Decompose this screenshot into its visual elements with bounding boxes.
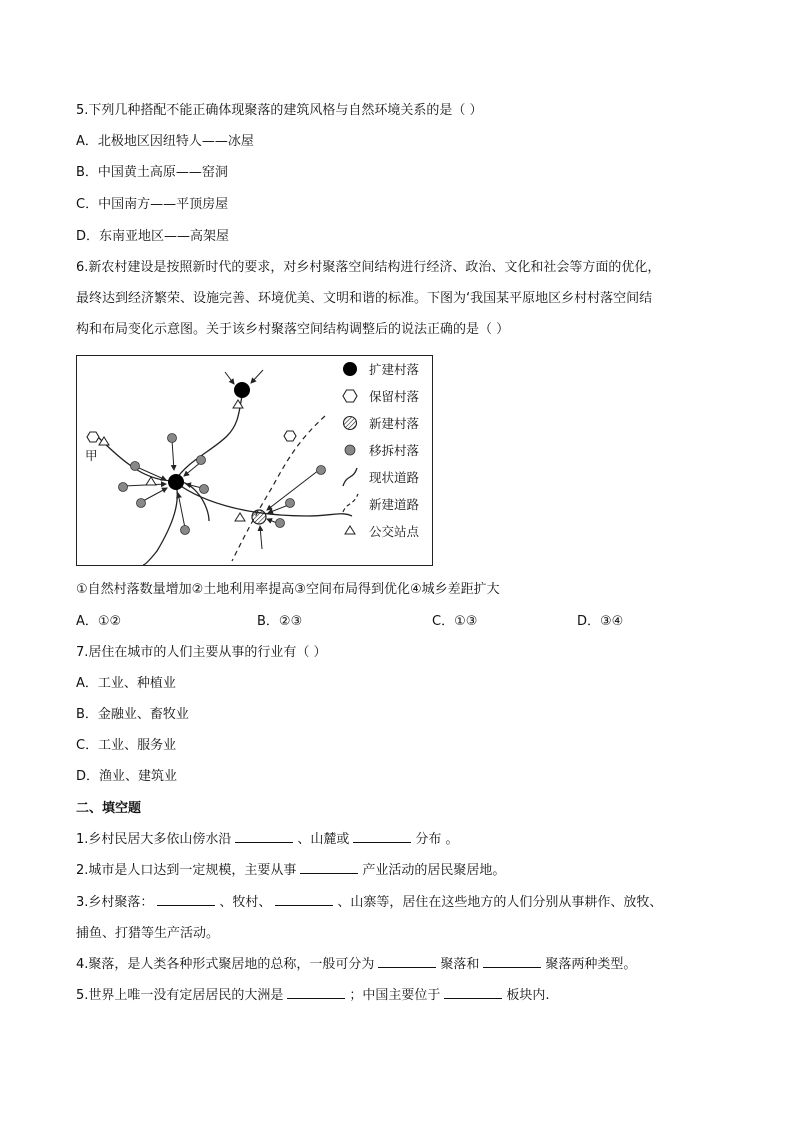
- fill-2-text-a: 2.城市是人口达到一定规模，主要从事: [76, 863, 297, 878]
- fill-1-text-b: 、山麓或: [297, 832, 350, 847]
- q6-stem-line-2: 最终达到经济繁荣、设施完善、环境优美、文明和谐的标准。下图为‘我国某平原地区乡村村落空间结: [76, 291, 653, 306]
- legend-symbol-relocated: [345, 445, 355, 455]
- relocated-village: [168, 434, 177, 443]
- q6-stem-line-1: 6.新农村建设是按照新时代的要求，对乡村聚落空间结构进行经济、政治、文化和社会等方面的优化，: [76, 260, 661, 275]
- existing-road: [175, 396, 242, 481]
- existing-road: [143, 481, 177, 565]
- answer-blank[interactable]: [157, 893, 215, 906]
- relocated-village: [200, 485, 209, 494]
- q7-option-c: C．工业、服务业: [76, 738, 177, 753]
- legend-symbol-new: [344, 417, 357, 430]
- section-heading: 二、填空题: [76, 801, 142, 816]
- q6-option-d: D．③④: [577, 614, 624, 629]
- fill-4-text-b: 聚落和: [440, 957, 480, 972]
- q5-option-a: A．北极地区因纽特人——冰屋: [76, 134, 254, 149]
- fill-2-text-b: 产业活动的居民聚居地。: [362, 863, 506, 878]
- enlarged-village: [168, 474, 184, 490]
- fill-item-2: [76, 861, 505, 881]
- q7-option-d: D．渔业、建筑业: [76, 769, 178, 784]
- fill-5-text-c: 板块内.: [506, 988, 550, 1003]
- fill-3-text-c: 、山寨等，居住在这些地方的人们分别从事耕作、放牧、: [337, 895, 663, 910]
- answer-blank[interactable]: [378, 955, 436, 968]
- q6-option-c: C．①③: [432, 614, 478, 629]
- legend-symbol-enlarged: [343, 362, 357, 376]
- retained-village: [87, 432, 99, 442]
- settlement-layout-map: [76, 355, 433, 566]
- q6-statements: ①自然村落数量增加②土地利用率提高③空间布局得到优化④城乡差距扩大: [76, 582, 500, 597]
- fill-item-5: [76, 986, 550, 1006]
- fill-4-text-a: 4.聚落，是人类各种形式聚居地的总称，一般可分为: [76, 957, 375, 972]
- legend-symbol-new-road: [343, 494, 358, 512]
- bus-stop: [235, 513, 245, 521]
- legend-label-bus-stop: 公交站点: [369, 524, 420, 539]
- fill-item-3-continued: 捕鱼、打猎等生产活动。: [76, 926, 220, 941]
- bus-stop: [99, 437, 109, 445]
- fill-4-text-c: 聚落两种类型。: [545, 957, 637, 972]
- q6-option-b: B．②③: [257, 614, 303, 629]
- fill-1-text-a: 1.乡村民居大多依山傍水沿: [76, 832, 232, 847]
- fill-1-text-c: 分布 。: [415, 832, 459, 847]
- map-drawing: [77, 356, 432, 565]
- answer-blank[interactable]: [275, 893, 333, 906]
- place-label-jia: 甲: [85, 448, 98, 463]
- legend-label-retained: 保留村落: [369, 389, 420, 404]
- relocated-village: [119, 483, 128, 492]
- fill-3-text-a: 3.乡村聚落：: [76, 895, 154, 910]
- existing-road: [97, 436, 209, 521]
- fill-3-text-b: 、牧村、: [219, 895, 272, 910]
- retained-village: [284, 431, 296, 441]
- q5-option-c: C．中国南方——平顶房屋: [76, 197, 229, 212]
- answer-blank[interactable]: [235, 830, 293, 843]
- relocation-arrows: [124, 370, 319, 549]
- q5-option-b: B．中国黄土高原——窑洞: [76, 165, 228, 180]
- q5-option-d: D．东南亚地区——高架屋: [76, 229, 230, 244]
- map-legend: [343, 362, 420, 539]
- answer-blank[interactable]: [287, 986, 345, 999]
- q7-option-b: B．金融业、畜牧业: [76, 707, 189, 722]
- relocated-village: [181, 526, 190, 535]
- legend-label-relocated: 移拆村落: [369, 443, 420, 458]
- relocated-village: [317, 466, 326, 475]
- legend-label-new-road: 新建道路: [369, 497, 420, 512]
- q6-option-a: A．①②: [76, 614, 122, 629]
- fill-item-4: [76, 955, 636, 975]
- answer-blank[interactable]: [444, 986, 502, 999]
- enlarged-village: [234, 382, 250, 398]
- legend-label-new: 新建村落: [369, 416, 420, 431]
- relocated-village: [286, 499, 295, 508]
- q5-stem: 5.下列几种搭配不能正确体现聚落的建筑风格与自然环境关系的是（ ）: [76, 103, 483, 118]
- new-village: [252, 510, 266, 524]
- q6-stem-line-3: 构和布局变化示意图。关于该乡村聚落空间结构调整后的说法正确的是（ ）: [76, 322, 510, 337]
- fill-item-3: [76, 893, 662, 913]
- relocated-village: [276, 519, 285, 528]
- legend-label-existing-road: 现状道路: [369, 470, 420, 485]
- answer-blank[interactable]: [353, 830, 411, 843]
- q7-stem: 7.居住在城市的人们主要从事的行业有（ ）: [76, 645, 327, 660]
- relocated-village: [131, 462, 140, 471]
- relocated-village: [137, 499, 146, 508]
- q7-option-a: A．工业、种植业: [76, 676, 176, 691]
- legend-symbol-bus-stop: [345, 526, 355, 534]
- fill-item-1: [76, 830, 459, 850]
- relocated-village: [197, 456, 206, 465]
- fill-5-text-b: ；中国主要位于: [349, 988, 441, 1003]
- bus-stops: [99, 400, 245, 521]
- answer-blank[interactable]: [483, 955, 541, 968]
- fill-5-text-a: 5.世界上唯一没有定居居民的大洲是: [76, 988, 284, 1003]
- answer-blank[interactable]: [300, 861, 358, 874]
- legend-symbol-retained: [343, 390, 357, 402]
- legend-symbol-existing-road: [343, 468, 357, 486]
- legend-label-enlarged: 扩建村落: [369, 362, 420, 377]
- new-road: [232, 416, 325, 561]
